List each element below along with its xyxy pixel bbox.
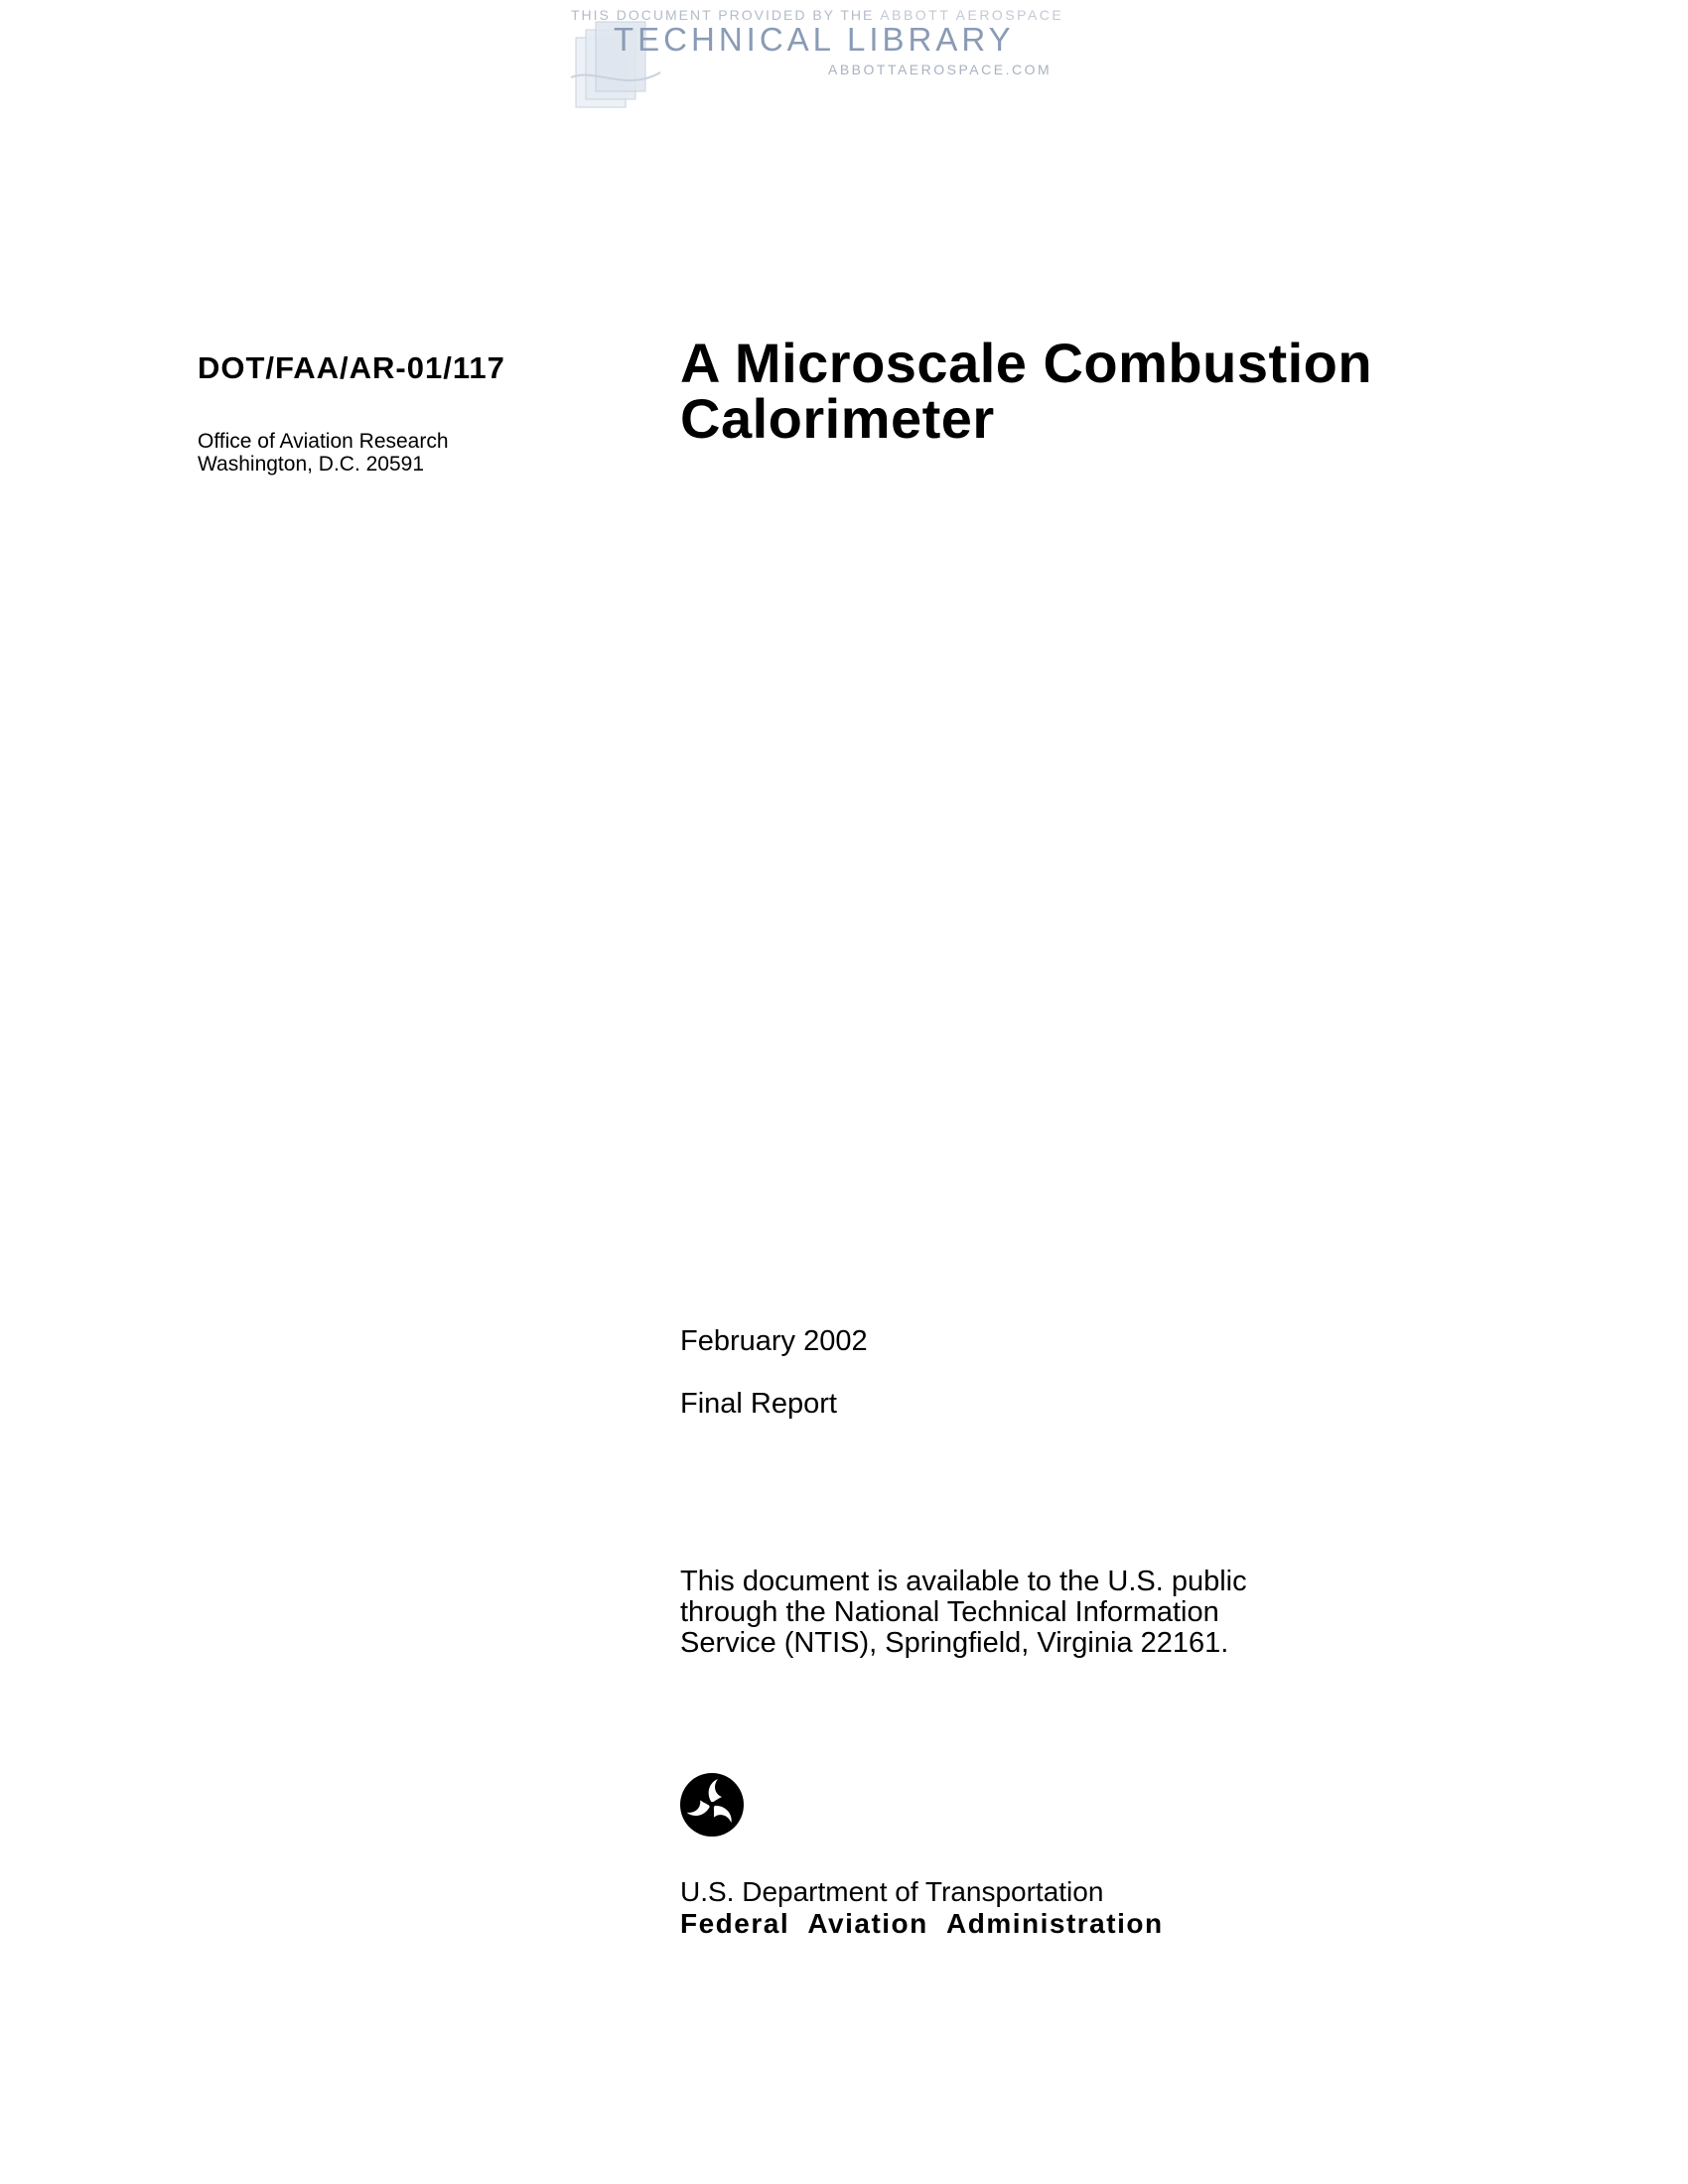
report-title [680, 332, 1373, 450]
library-watermark [566, 4, 1082, 115]
report-type: Final Report [680, 1388, 837, 1420]
watermark-publisher: ABBOTT AEROSPACE [880, 7, 1064, 23]
watermark-provided-by: THIS DOCUMENT PROVIDED BY THE [571, 7, 875, 23]
watermark-library-name: TECHNICAL LIBRARY [614, 21, 1015, 58]
report-title-line1: A Microscale Combustion [680, 332, 1373, 394]
availability-statement [680, 1567, 1247, 1659]
report-title-line2: Calorimeter [680, 387, 995, 450]
agency-name: Federal Aviation Administration [680, 1908, 1164, 1939]
office-name: Office of Aviation Research [198, 430, 449, 453]
availability-line: through the National Technical Information [680, 1596, 1219, 1628]
department-name: U.S. Department of Transportation [680, 1876, 1104, 1907]
report-number: DOT/FAA/AR-01/117 [198, 350, 505, 385]
dot-triskelion-icon [679, 1772, 745, 1838]
office-address [198, 430, 449, 476]
availability-line: Service (NTIS), Springfield, Virginia 22161. [680, 1627, 1229, 1659]
watermark-website: ABBOTTAEROSPACE.COM [828, 62, 1053, 77]
report-date: February 2002 [680, 1325, 868, 1357]
office-city: Washington, D.C. 20591 [198, 453, 425, 476]
availability-line: This document is available to the U.S. public [680, 1566, 1247, 1597]
